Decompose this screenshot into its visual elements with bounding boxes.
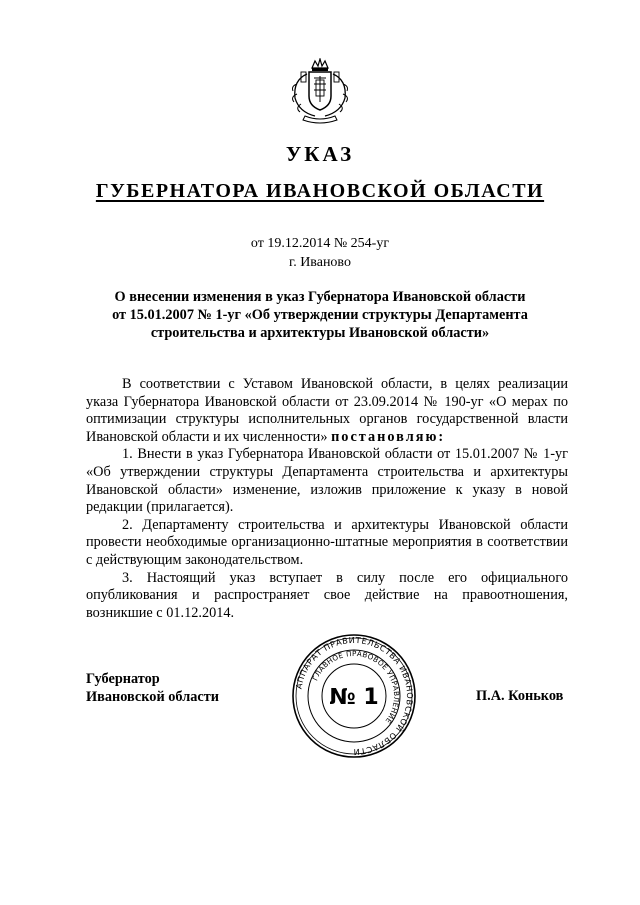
decree-city: г. Иваново bbox=[289, 255, 351, 270]
signatory-position bbox=[86, 670, 219, 706]
official-stamp bbox=[290, 632, 418, 760]
stamp-inner-text: ГЛАВНОЕ ПРАВОВОЕ УПРАВЛЕНИЕ bbox=[310, 648, 402, 726]
item-2-paragraph: 2. Департаменту строительства и архитектуры Ивановской области провести необходимые организационно-штатные мероприятия в соответствии с действующим законодательством. bbox=[86, 516, 568, 568]
signatory-name: П.А. Коньков bbox=[476, 688, 564, 704]
stamp-outer-text: АППАРАТ ПРАВИТЕЛЬСТВА ИВАНОВСКОЙ ОБЛАСТИ bbox=[293, 634, 416, 758]
preamble-paragraph bbox=[86, 376, 568, 446]
signatory-position-line-2: Ивановской области bbox=[86, 689, 219, 705]
decree-body bbox=[86, 376, 568, 622]
stamp-number: № 1 bbox=[329, 685, 379, 710]
subject-line-3: строительства и архитектуры Ивановской области» bbox=[150, 325, 490, 341]
coat-of-arms-icon bbox=[285, 58, 355, 124]
issuer-title-text: ГУБЕРНАТОРА ИВАНОВСКОЙ ОБЛАСТИ bbox=[95, 180, 545, 202]
decree-word: постановляю: bbox=[331, 428, 446, 445]
decree-subject bbox=[100, 288, 540, 342]
issuer-title bbox=[0, 180, 640, 203]
item-1-paragraph: 1. Внести в указ Губернатора Ивановской области от 15.01.2007 № 1-уг «Об утверждении структуры Департамента строительства и архитектуры Ивановской области» изменение, изложив приложение к указу в новой редакции (прилагается). bbox=[86, 446, 568, 516]
item-3-paragraph: 3. Настоящий указ вступает в силу после его официального опубликования и распространяет свое действие на правоотношения, возникшие с 01.12.2014. bbox=[86, 569, 568, 621]
decree-date-number: от 19.12.2014 № 254-уг bbox=[250, 236, 390, 251]
subject-line-2: от 15.01.2007 № 1-уг «Об утверждении структуры Департамента bbox=[112, 307, 528, 323]
signatory-position-line-1: Губернатор bbox=[86, 671, 160, 687]
document-type-title: УКАЗ bbox=[285, 142, 355, 166]
subject-line-1: О внесении изменения в указ Губернатора Ивановской области bbox=[114, 289, 526, 305]
preamble-text: В соответствии с Уставом Ивановской области, в целях реализации указа Губернатора Ивановской области от 23.09.2014 № 190-уг «О мерах по оптимизации структуры исполнительных органов государственной власти Ивановской области и их численности» bbox=[86, 376, 568, 445]
